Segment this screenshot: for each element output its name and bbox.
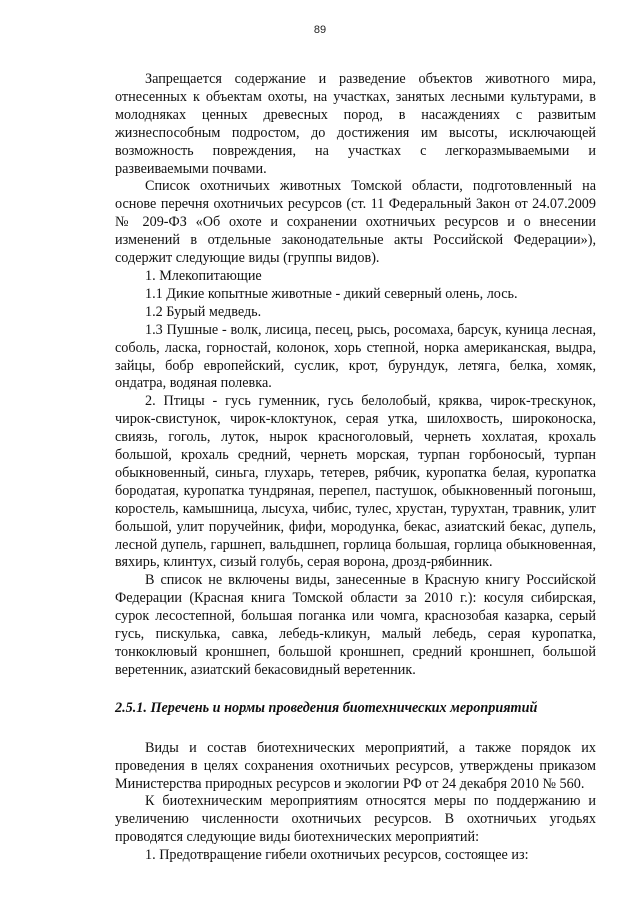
list-item-prevention: 1. Предотвращение гибели охотничьих ресурсов, состоящее из: bbox=[145, 847, 529, 864]
list-item-fur-animals: 1.3 Пушные - волк, лисица, песец, рысь, росомаха, барсук, куница лесная, соболь, ласка, горностай, колонок, хорь степной, норка американская, выдра, зайцы, бобр европейский, суслик, крот, бурундук, летяга, белка, хомяк, ондатра, водяная полевка. bbox=[115, 321, 596, 392]
list-item-ungulates: 1.1 Дикие копытные животные - дикий северный олень, лось. bbox=[145, 285, 518, 302]
list-item-birds: 2. Птицы - гусь гуменник, гусь белолобый, кряква, чирок-трескунок, чирок-свистунок, чирок-клоктунок, серая утка, шилохвость, широконоска, свиязь, гоголь, луток, нырок красноголовый, чернеть хохлатая, крохаль большой, крохаль средний, чернеть морская, турпан горбоносый, турпан обыкновенный, синьга, глухарь, тетерев, рябчик, куропатка белая, куропатка бородатая, куропатка тундряная, перепел, пастушок, обыкновенный погоныш, коростель, камышница, лысуха, чибис, тулес, хрустан, турухтан, травник, улит большой, улит поручейник, фифи, мородунка, бекас, азиатский бекас, дупель, лесной дупель, гаршнеп, вальдшнеп, горлица большая, горлица обыкновенная, вяхирь, клинтух, сизый голубь, серая ворона, дрозд-рябинник. bbox=[115, 393, 596, 571]
paragraph-biotech-order: Виды и состав биотехнических мероприятий, а также порядок их проведения в целях сохранения охотничьих ресурсов, утверждены приказом Министерства природных ресурсов и экологии РФ от 24 декабря 2010 № 560. bbox=[115, 739, 596, 792]
paragraph-biotech-measures: К биотехническим мероприятиям относятся меры по поддержанию и увеличению численности охотничьих ресурсов. В охотничьих угодьях проводятся следующие виды биотехнических мероприятий: bbox=[115, 793, 596, 846]
list-item-mammals: 1. Млекопитающие bbox=[145, 267, 262, 284]
paragraph-ban: Запрещается содержание и разведение объектов животного мира, отнесенных к объектам охоты, на участках, занятых лесными культурами, в молодняках ценных древесных пород, в насаждениях с развитым жизнеспособным подростом, до достижения им высоты, исключающей возможность повреждения, на участках с легкоразмываемыми и развеиваемыми почвами. bbox=[115, 71, 596, 177]
list-item-brown-bear: 1.2 Бурый медведь. bbox=[145, 303, 262, 320]
document-body bbox=[115, 71, 596, 865]
paragraph-red-book: В список не включены виды, занесенные в Красную книгу Российской Федерации (Красная книга Томской области за 2010 г.): косуля сибирская, сурок лесостепной, большая поганка или чомга, краснозобая казарка, серый гусь, пискулька, савка, лебедь-кликун, малый лебедь, серая куропатка, тонкоклювый кроншнеп, большой кроншнеп, средний кроншнеп, большой веретенник, азиатский бекасовидный веретенник. bbox=[115, 572, 596, 678]
section-heading: 2.5.1. Перечень и нормы проведения биотехнических мероприятий bbox=[115, 699, 538, 716]
paragraph-species-list-intro: Список охотничьих животных Томской области, подготовленный на основе перечня охотничьих ресурсов (ст. 11 Федеральный Закон от 24.07.2009 № 209-ФЗ «Об охоте и сохранении охотничьих ресурсов и о внесении изменений в отдельные законодательные акты Российской Федерации»), содержит следующие виды (группы видов). bbox=[115, 178, 596, 267]
page-number: 89 bbox=[313, 24, 327, 36]
